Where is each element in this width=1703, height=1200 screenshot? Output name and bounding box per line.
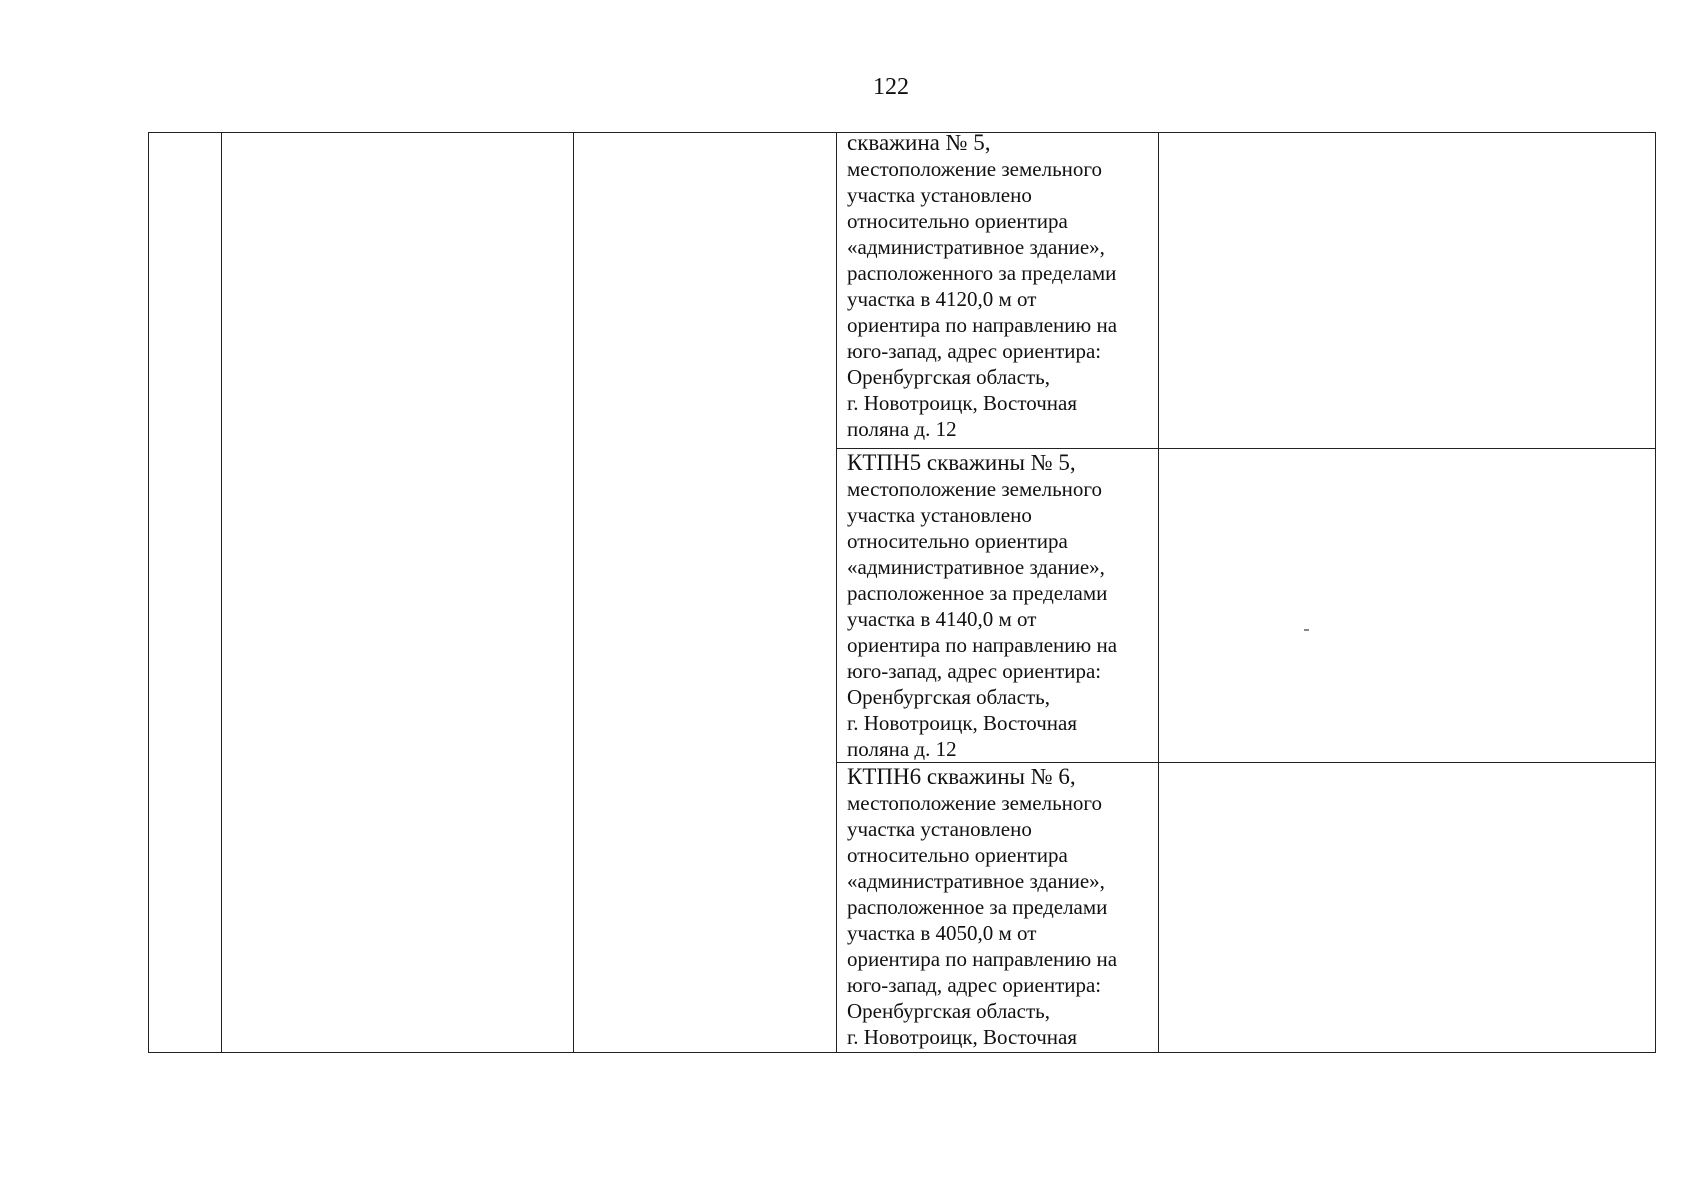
- table-cell-location: [837, 763, 1159, 1053]
- table-cell-name: [222, 133, 574, 1053]
- location-text: [837, 449, 1158, 762]
- table-cell-number: [149, 133, 222, 1053]
- location-text: [837, 763, 1158, 1050]
- table-cell-location: [837, 130, 1159, 449]
- table-row: [149, 133, 1656, 449]
- table-cell-note: [1159, 133, 1656, 449]
- location-body: местоположение земельного участка установлено относительно ориентира «административное здание», расположенного за пределами участка в 4120,0 м от ориентира по направлению на юго-запад, адрес ориентира: Оренбургская область, г. Новотроицк, Восточная поляна д. 12: [847, 157, 1118, 441]
- document-table: [148, 132, 1656, 1053]
- table-cell-note: [1159, 449, 1656, 763]
- scan-speck: [1304, 629, 1309, 631]
- location-lead: КТПН6 скважины № 6,: [847, 764, 1076, 789]
- location-body: местоположение земельного участка установлено относительно ориентира «административное здание», расположенное за пределами участка в 4140,0 м от ориентира по направлению на юго-запад, адрес ориентира: Оренбургская область, г. Новотроицк, Восточная поляна д. 12: [847, 477, 1118, 761]
- table-cell-note: [1159, 763, 1656, 1053]
- location-text: [837, 129, 1158, 442]
- page-number: 122: [873, 74, 909, 100]
- table-cell-location: [837, 449, 1159, 763]
- location-lead: КТПН5 скважины № 5,: [847, 450, 1076, 475]
- location-body: местоположение земельного участка установлено относительно ориентира «административное здание», расположенное за пределами участка в 4050,0 м от ориентира по направлению на юго-запад, адрес ориентира: Оренбургская область, г. Новотроицк, Восточная: [847, 791, 1118, 1049]
- table-cell-purpose: [574, 133, 837, 1053]
- location-lead: скважина № 5,: [847, 130, 991, 155]
